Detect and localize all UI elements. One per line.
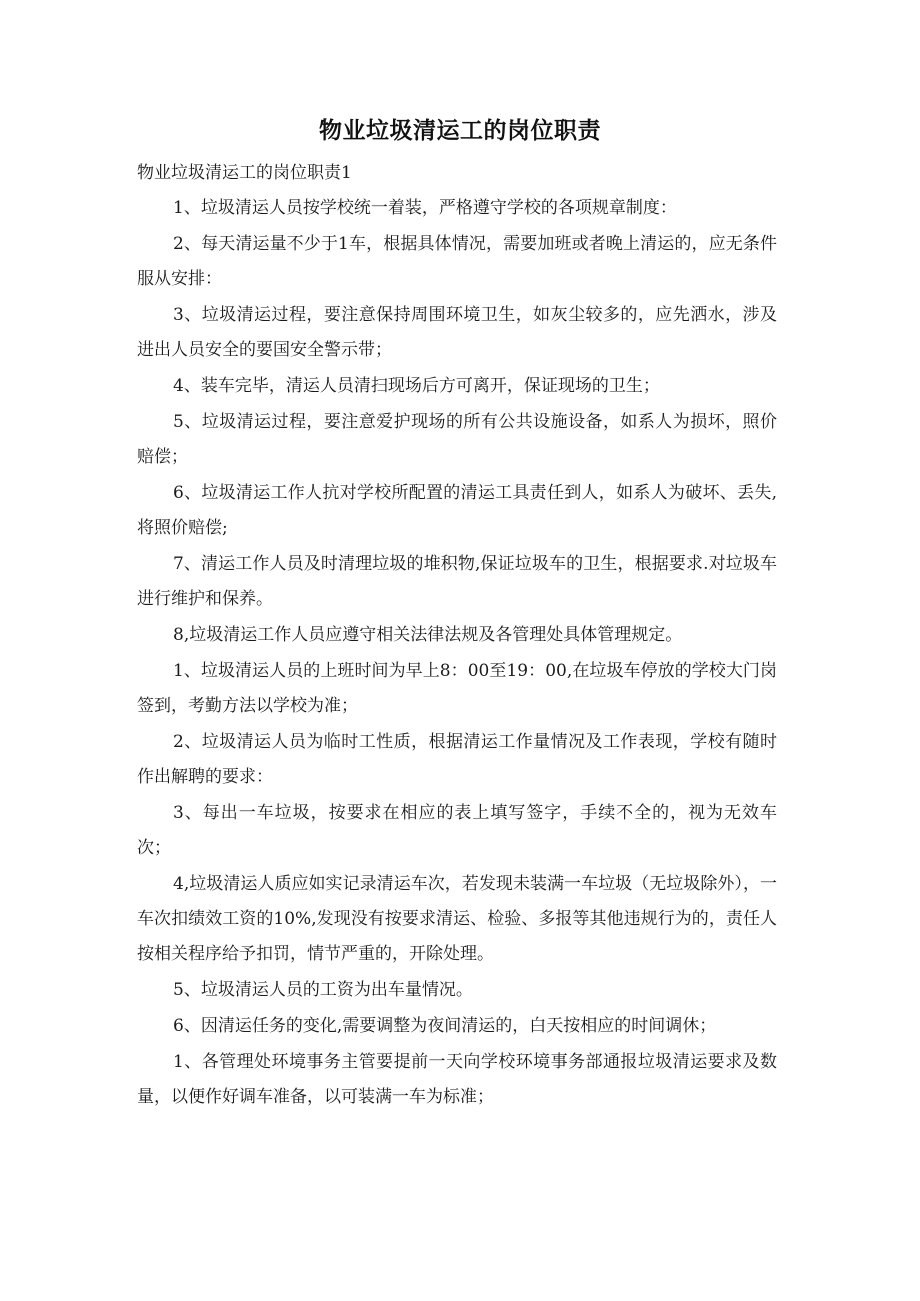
document-title: 物业垃圾清运工的岗位职责 [319,118,601,144]
paragraph: 3、垃圾清运过程，要注意保持周围环境卫生，如灰尘较多的，应先洒水，涉及进出人员安全的要国安全警示带； [137,305,777,360]
paragraph: 4,垃圾清运人质应如实记录清运车次，若发现未装满一车垃圾（无垃圾除外），一车次扣绩效工资的10%,发现没有按要求清运、检验、多报等其他违规行为的，责任人按相关程序给予扣罚，情节严重的，开除处理。 [137,874,777,964]
paragraph: 6、垃圾清运工作人抗对学校所配置的清运工具责任到人，如系人为破坏、丢失,将照价赔偿; [137,483,777,538]
paragraph: 1、垃圾清运人员的上班时间为早上8：00至19：00,在垃圾车停放的学校大门岗签到，考勤方法以学校为准； [137,661,777,716]
paragraph: 5、垃圾清运过程，要注意爱护现场的所有公共设施设备，如系人为损坏，照价赔偿； [137,412,777,467]
paragraph: 4、装车完毕，清运人员清扫现场后方可离开，保证现场的卫生； [173,376,660,396]
paragraph: 3、每出一车垃圾，按要求在相应的表上填写签字，手续不全的，视为无效车次； [137,803,777,858]
paragraph: 5、垃圾清运人员的工资为出车量情况。 [173,980,473,1000]
paragraph: 2、垃圾清运人员为临时工性质，根据清运工作量情况及工作表现，学校有随时作出解聘的要求： [137,732,777,787]
paragraph: 2、每天清运量不少于1车，根据具体情况，需要加班或者晚上清运的，应无条件服从安排： [137,234,777,289]
paragraph: 7、清运工作人员及时清理垃圾的堆积物,保证垃圾车的卫生，根据要求.对垃圾车进行维护和保养。 [137,554,777,609]
document-subtitle: 物业垃圾清运工的岗位职责1 [137,163,352,183]
paragraph: 1、垃圾清运人员按学校统一着装，严格遵守学校的各项规章制度： [173,198,677,218]
paragraph: 6、因清运任务的变化,需要调整为夜间清运的，白天按相应的时间调休； [173,1016,717,1036]
paragraph: 8,垃圾清运工作人员应遵守相关法律法规及各管理处具体管理规定。 [173,625,683,645]
paragraph: 1、各管理处环境事务主管要提前一天向学校环境事务部通报垃圾清运要求及数量，以便作好调车准备，以可装满一车为标准； [137,1052,777,1107]
document-body [137,191,777,1116]
